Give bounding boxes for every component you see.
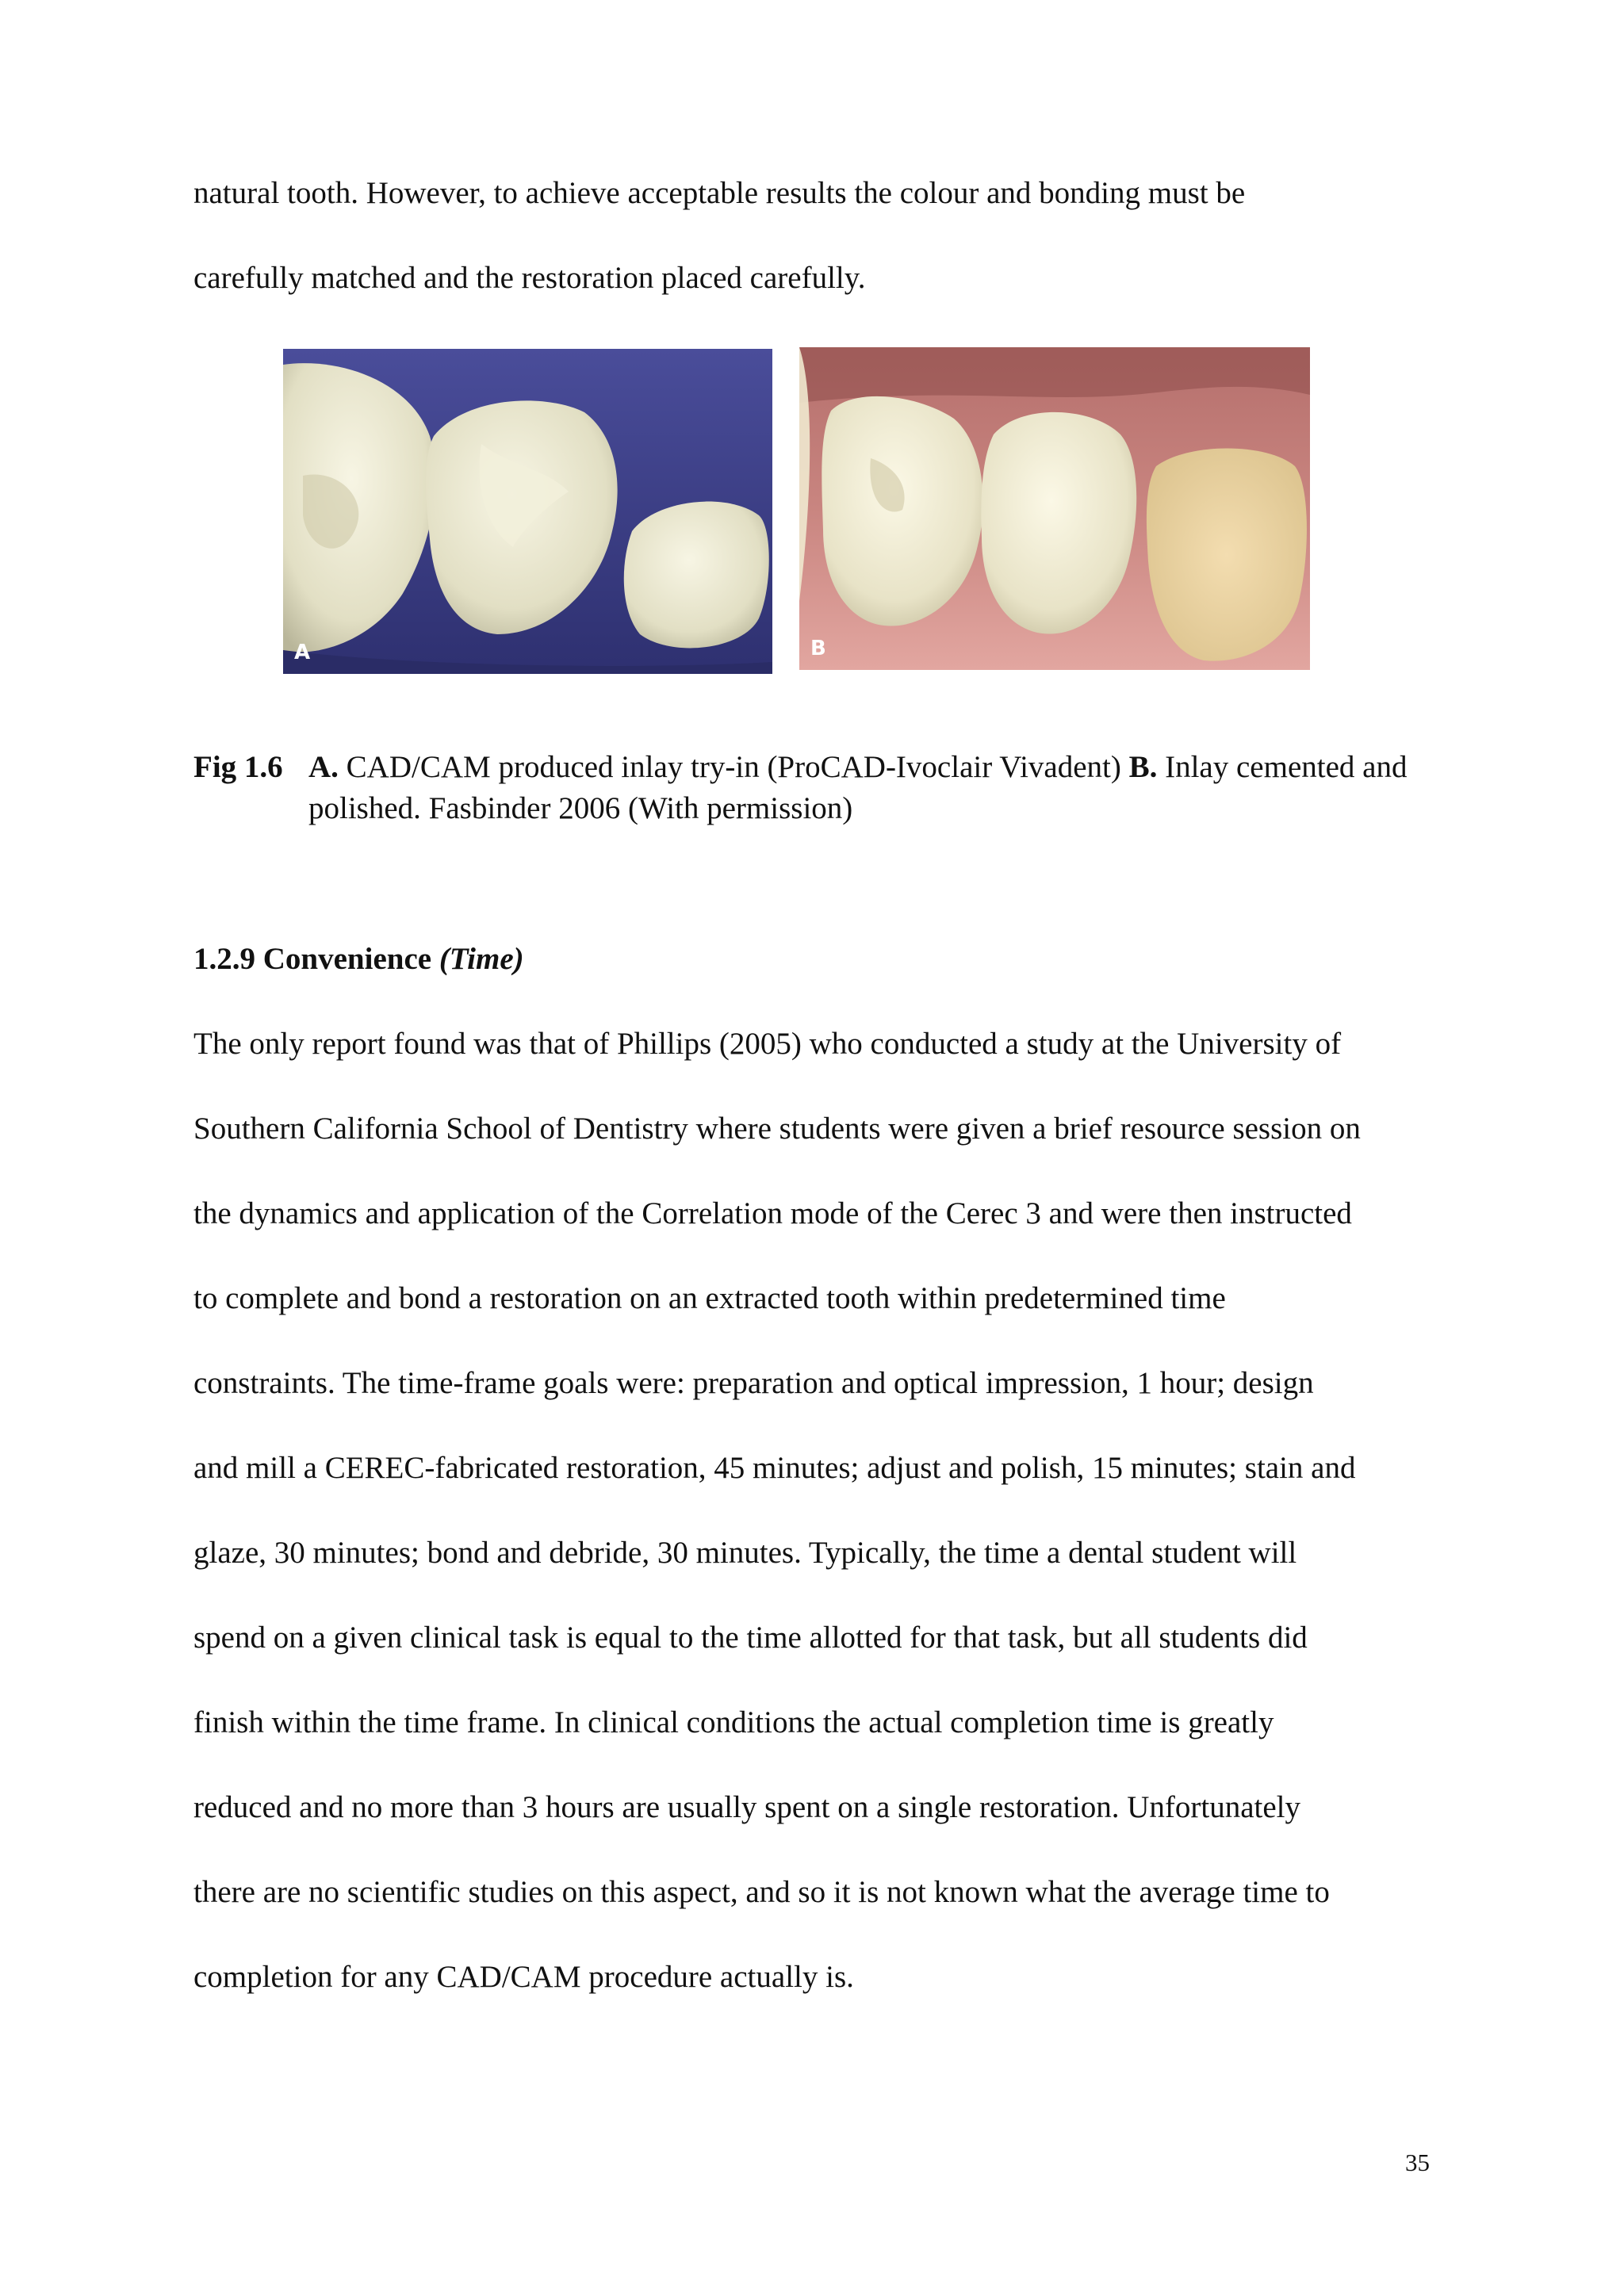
body-line: there are no scientific studies on this aspect, and so it is not known what the average time to [193,1875,1330,1909]
caption-text [308,747,1450,829]
page-number: 35 [1405,2149,1430,2176]
caption-b-marker: B. [1128,750,1158,784]
body-line: and mill a CEREC-fabricated restoration, 45 minutes; adjust and polish, 15 minutes; stain and [193,1451,1356,1485]
body-line: the dynamics and application of the Correlation mode of the Cerec 3 and were then instructed [193,1196,1352,1230]
intro-line-1: natural tooth. However, to achieve acceptable results the colour and bonding must be [193,176,1246,210]
intro-line-2: carefully matched and the restoration placed carefully. [193,261,866,295]
caption-a-text: CAD/CAM produced inlay try-in (ProCAD-Ivoclair Vivadent) [338,750,1129,784]
panel-b-label: B [810,637,826,660]
body-line: constraints. The time-frame goals were: preparation and optical impression, 1 hour; design [193,1366,1314,1400]
body-line: to complete and bond a restoration on an extracted tooth within predetermined time [193,1281,1226,1315]
body-line: completion for any CAD/CAM procedure actually is. [193,1960,854,1994]
figure-1-6 [283,347,1310,674]
body-line: glaze, 30 minutes; bond and debride, 30 minutes. Typically, the time a dental student will [193,1536,1297,1570]
body-line: The only report found was that of Phillips (2005) who conducted a study at the University of [193,1027,1342,1061]
body-line: Southern California School of Dentistry where students were given a brief resource session on [193,1112,1361,1146]
section-title: 1.2.9 Convenience [193,942,439,976]
panel-a-label: A [294,641,311,664]
photo-inlay-try-in [283,349,772,674]
photo-inlay-cemented [799,347,1310,670]
section-heading [193,940,524,978]
caption-b-text: Inlay cemented and polished. Fasbinder 2006 (With permission) [308,750,1408,825]
caption-a-marker: A. [308,750,339,784]
body-line: reduced and no more than 3 hours are usually spent on a single restoration. Unfortunately [193,1790,1301,1824]
body-line: finish within the time frame. In clinical conditions the actual completion time is greatly [193,1705,1274,1739]
figure-number: Fig 1.6 [193,750,283,784]
section-subtitle: (Time) [439,942,524,976]
body-line: spend on a given clinical task is equal to the time allotted for that task, but all students did [193,1621,1308,1655]
